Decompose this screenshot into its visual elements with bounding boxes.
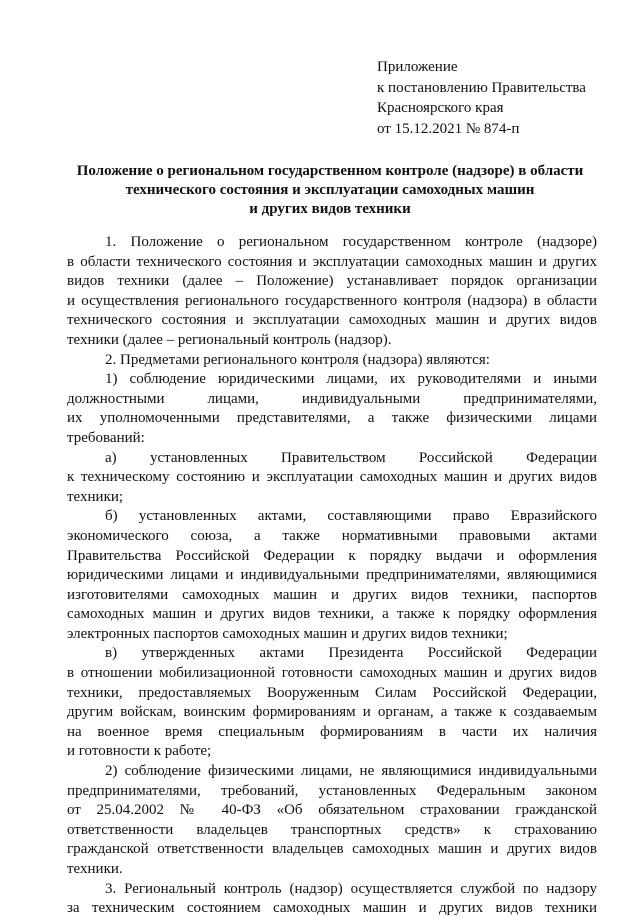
item-2-line: 2) соблюдение физическими лицами, не являющимися индивидуальными: [105, 763, 597, 780]
item-2-line: от 25.04.2002 № 40-ФЗ «Об обязательном страховании гражданской: [67, 802, 597, 819]
paragraph-1-line: 1. Положение о региональном государственном контроле (надзоре): [105, 234, 597, 250]
paragraph-2-line: 2. Предметами регионального контроля (надзора) являются:: [105, 351, 490, 368]
item-a-line: техники;: [67, 488, 124, 505]
item-a-line: а) установленных Правительством Российской Федерации: [105, 449, 597, 466]
appendix-line: к постановлению Правительства: [377, 79, 586, 96]
paragraph-3-line: за техническим состоянием самоходных машин и других видов техники: [67, 900, 597, 917]
appendix-block: [377, 57, 586, 139]
item-b-line: электронных паспортов самоходных машин и других видов техники;: [67, 625, 508, 642]
item-b-line: юридическими лицами и индивидуальными предпринимателями, являющимися: [67, 567, 597, 584]
item-b-line: самоходных машин и других видов техники, а также к порядку оформления: [67, 606, 597, 623]
title-line: и других видов техники: [249, 201, 411, 217]
paragraph-1-line: видов техники (далее – Положение) устанавливает порядок организации: [67, 273, 597, 290]
item-b-line: б) установленных актами, составляющими право Евразийского: [105, 508, 597, 525]
item-2-line: ответственности владельцев транспортных средств» к страхованию: [67, 821, 597, 838]
item-v-line: и готовности к работе;: [67, 743, 212, 760]
appendix-line: Приложение: [377, 59, 458, 75]
appendix-line: Красноярского края: [377, 100, 504, 116]
item-2-line: предпринимателями, требований, установленных Федеральным законом: [67, 782, 597, 799]
document-body: [67, 233, 597, 919]
item-b-line: Правительства Российской Федерации к порядку выдачи и оформления: [67, 547, 597, 564]
item-1-line: требований:: [67, 429, 145, 446]
item-b-line: изготовителями самоходных машин и других видов техники, паспортов: [67, 586, 597, 603]
item-1-line: должностными лицами, индивидуальными предпринимателями,: [67, 390, 597, 407]
paragraph-3-line: 3. Региональный контроль (надзор) осуществляется службой по надзору: [105, 880, 597, 897]
document-title: [60, 162, 600, 219]
item-b-line: экономического союза, а также нормативными правовыми актами: [67, 527, 597, 544]
item-v-line: в отношении мобилизационной готовности самоходных машин и других видов: [67, 665, 597, 682]
item-1-line: их уполномоченными представителями, а также физическими лицами: [67, 410, 597, 427]
item-1-line: 1) соблюдение юридическими лицами, их руководителями и иными: [105, 371, 597, 388]
item-2-line: гражданской ответственности владельцев самоходных машин и других видов: [67, 841, 597, 858]
paragraph-1-line: технического состояния и эксплуатации самоходных машин и других видов: [67, 312, 597, 329]
title-line: технического состояния и эксплуатации самоходных машин: [125, 182, 535, 198]
item-a-line: к техническому состоянию и эксплуатации самоходных машин и других видов: [67, 469, 597, 486]
paragraph-1-line: и осуществления регионального государственного контроля (надзора) в области: [67, 292, 597, 309]
paragraph-1-line: техники (далее – региональный контроль (надзор).: [67, 331, 392, 348]
item-v-line: в) утвержденных актами Президента Российской Федерации: [105, 645, 597, 662]
item-v-line: на военное время специальным формированиям в части их наличия: [67, 723, 597, 740]
title-line: Положение о региональном государственном контроле (надзоре) в области: [76, 163, 584, 179]
item-v-line: другим войскам, воинским формированиям и органам, а также к создаваемым: [67, 704, 597, 721]
appendix-line: от 15.12.2021 № 874-п: [377, 120, 520, 137]
item-v-line: техники, предоставляемых Вооруженным Силам Российской Федерации,: [67, 684, 597, 701]
paragraph-1-line: в области технического состояния и эксплуатации самоходных машин и других: [67, 253, 597, 270]
item-2-line: техники.: [67, 861, 123, 877]
